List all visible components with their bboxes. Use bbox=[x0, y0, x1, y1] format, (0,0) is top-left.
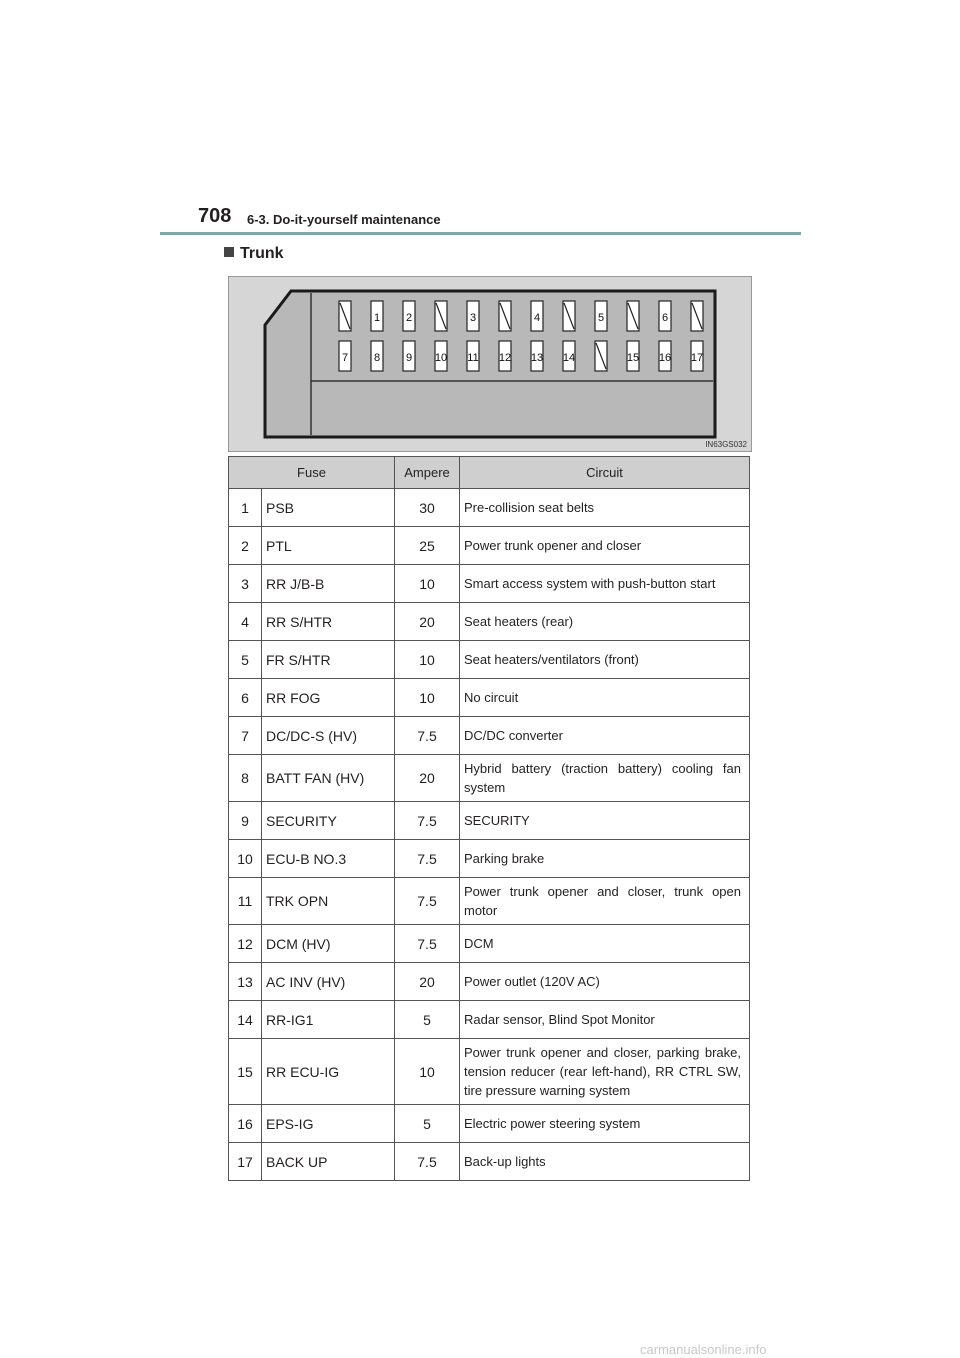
fuse-name-cell: RR-IG1 bbox=[262, 1001, 395, 1039]
image-code: IN63GS032 bbox=[705, 440, 747, 449]
circuit-cell: Power outlet (120V AC) bbox=[460, 963, 750, 1001]
fuse-slot-label: 2 bbox=[405, 312, 413, 324]
fuse-name-cell: ECU-B NO.3 bbox=[262, 840, 395, 878]
ampere-cell: 7.5 bbox=[395, 840, 460, 878]
fuse-number-cell: 14 bbox=[229, 1001, 262, 1039]
fuse-name-cell: SECURITY bbox=[262, 802, 395, 840]
fuse-slot-label: 16 bbox=[658, 352, 672, 364]
circuit-cell: Parking brake bbox=[460, 840, 750, 878]
fuse-name-cell: AC INV (HV) bbox=[262, 963, 395, 1001]
header-fuse: Fuse bbox=[229, 457, 395, 489]
page-header bbox=[160, 205, 800, 235]
fuse-slot-label: 3 bbox=[469, 312, 477, 324]
fuse-name-cell: BACK UP bbox=[262, 1143, 395, 1181]
fuse-name-cell: PSB bbox=[262, 489, 395, 527]
fuse-table bbox=[228, 456, 750, 1181]
circuit-cell: Seat heaters (rear) bbox=[460, 603, 750, 641]
ampere-cell: 10 bbox=[395, 641, 460, 679]
table-row bbox=[229, 802, 750, 840]
circuit-cell: SECURITY bbox=[460, 802, 750, 840]
table-row bbox=[229, 565, 750, 603]
ampere-cell: 10 bbox=[395, 679, 460, 717]
fuse-name-cell: FR S/HTR bbox=[262, 641, 395, 679]
table-row bbox=[229, 1001, 750, 1039]
fuse-slot-label: 11 bbox=[467, 352, 479, 364]
fuse-number-cell: 3 bbox=[229, 565, 262, 603]
circuit-cell: Power trunk opener and closer, trunk open motor bbox=[460, 878, 750, 925]
fuse-number-cell: 2 bbox=[229, 527, 262, 565]
fuse-name-cell: RR J/B-B bbox=[262, 565, 395, 603]
fuse-box-diagram bbox=[228, 276, 752, 452]
circuit-cell: Electric power steering system bbox=[460, 1105, 750, 1143]
watermark: carmanualsonline.info bbox=[640, 1342, 767, 1357]
chapter-title: 6-3. Do-it-yourself maintenance bbox=[247, 212, 441, 227]
fuse-number-cell: 11 bbox=[229, 878, 262, 925]
header-circuit: Circuit bbox=[460, 457, 750, 489]
fuse-slot-label: 9 bbox=[405, 352, 413, 364]
fuse-slot-label: 7 bbox=[341, 352, 349, 364]
fuse-number-cell: 8 bbox=[229, 755, 262, 802]
ampere-cell: 7.5 bbox=[395, 802, 460, 840]
fuse-slot-label: 1 bbox=[373, 312, 381, 324]
fuse-name-cell: RR FOG bbox=[262, 679, 395, 717]
fuse-name-cell: TRK OPN bbox=[262, 878, 395, 925]
fuse-name-cell: EPS-IG bbox=[262, 1105, 395, 1143]
fuse-slot-label: 15 bbox=[626, 352, 640, 364]
circuit-cell: No circuit bbox=[460, 679, 750, 717]
section-heading bbox=[224, 245, 284, 263]
table-header-row bbox=[229, 457, 750, 489]
fuse-slot-label: 17 bbox=[690, 352, 704, 364]
ampere-cell: 10 bbox=[395, 1039, 460, 1105]
table-row bbox=[229, 717, 750, 755]
fuse-number-cell: 5 bbox=[229, 641, 262, 679]
fuse-number-cell: 4 bbox=[229, 603, 262, 641]
fuse-name-cell: BATT FAN (HV) bbox=[262, 755, 395, 802]
table-row bbox=[229, 925, 750, 963]
ampere-cell: 20 bbox=[395, 755, 460, 802]
fuse-slot-label: 6 bbox=[661, 312, 669, 324]
table-row bbox=[229, 641, 750, 679]
fuse-number-cell: 1 bbox=[229, 489, 262, 527]
circuit-cell: Power trunk opener and closer bbox=[460, 527, 750, 565]
table-row bbox=[229, 489, 750, 527]
ampere-cell: 30 bbox=[395, 489, 460, 527]
fuse-number-cell: 15 bbox=[229, 1039, 262, 1105]
table-row bbox=[229, 1143, 750, 1181]
fuse-name-cell: DCM (HV) bbox=[262, 925, 395, 963]
table-row bbox=[229, 878, 750, 925]
fuse-number-cell: 13 bbox=[229, 963, 262, 1001]
table-row bbox=[229, 963, 750, 1001]
fuse-slot-label: 14 bbox=[562, 352, 576, 364]
fuse-number-cell: 12 bbox=[229, 925, 262, 963]
fuse-name-cell: PTL bbox=[262, 527, 395, 565]
circuit-cell: Seat heaters/ventilators (front) bbox=[460, 641, 750, 679]
fuse-name-cell: RR ECU-IG bbox=[262, 1039, 395, 1105]
table-row bbox=[229, 755, 750, 802]
ampere-cell: 20 bbox=[395, 963, 460, 1001]
ampere-cell: 7.5 bbox=[395, 1143, 460, 1181]
fuse-slot-label: 5 bbox=[597, 312, 605, 324]
table-row bbox=[229, 603, 750, 641]
fuse-number-cell: 17 bbox=[229, 1143, 262, 1181]
table-row bbox=[229, 840, 750, 878]
fuse-name-cell: DC/DC-S (HV) bbox=[262, 717, 395, 755]
circuit-cell: Pre-collision seat belts bbox=[460, 489, 750, 527]
header-divider bbox=[160, 232, 801, 235]
page-number: 708 bbox=[198, 205, 232, 227]
fuse-number-cell: 9 bbox=[229, 802, 262, 840]
circuit-cell: DCM bbox=[460, 925, 750, 963]
bullet-square-icon bbox=[224, 247, 234, 257]
fuse-box-illustration bbox=[229, 277, 751, 451]
section-title: Trunk bbox=[240, 245, 284, 262]
circuit-cell: Back-up lights bbox=[460, 1143, 750, 1181]
table-row bbox=[229, 527, 750, 565]
table-row bbox=[229, 1105, 750, 1143]
ampere-cell: 7.5 bbox=[395, 925, 460, 963]
fuse-slot-label: 4 bbox=[533, 312, 541, 324]
fuse-number-cell: 10 bbox=[229, 840, 262, 878]
circuit-cell: DC/DC converter bbox=[460, 717, 750, 755]
circuit-cell: Radar sensor, Blind Spot Monitor bbox=[460, 1001, 750, 1039]
ampere-cell: 5 bbox=[395, 1105, 460, 1143]
circuit-cell: Smart access system with push-button start bbox=[460, 565, 750, 603]
fuse-slot-label: 13 bbox=[530, 352, 544, 364]
fuse-slot-label: 12 bbox=[498, 352, 512, 364]
table-row bbox=[229, 679, 750, 717]
fuse-number-cell: 16 bbox=[229, 1105, 262, 1143]
circuit-cell: Hybrid battery (traction battery) cooling fan system bbox=[460, 755, 750, 802]
table-row bbox=[229, 1039, 750, 1105]
fuse-number-cell: 6 bbox=[229, 679, 262, 717]
ampere-cell: 7.5 bbox=[395, 717, 460, 755]
ampere-cell: 10 bbox=[395, 565, 460, 603]
ampere-cell: 25 bbox=[395, 527, 460, 565]
circuit-cell: Power trunk opener and closer, parking brake, tension reducer (rear left-hand), RR CTRL SW, tire pressure warning system bbox=[460, 1039, 750, 1105]
ampere-cell: 7.5 bbox=[395, 878, 460, 925]
fuse-slot-label: 10 bbox=[434, 352, 448, 364]
ampere-cell: 5 bbox=[395, 1001, 460, 1039]
header-ampere: Ampere bbox=[395, 457, 460, 489]
fuse-number-cell: 7 bbox=[229, 717, 262, 755]
ampere-cell: 20 bbox=[395, 603, 460, 641]
fuse-slot-label: 8 bbox=[373, 352, 381, 364]
fuse-name-cell: RR S/HTR bbox=[262, 603, 395, 641]
